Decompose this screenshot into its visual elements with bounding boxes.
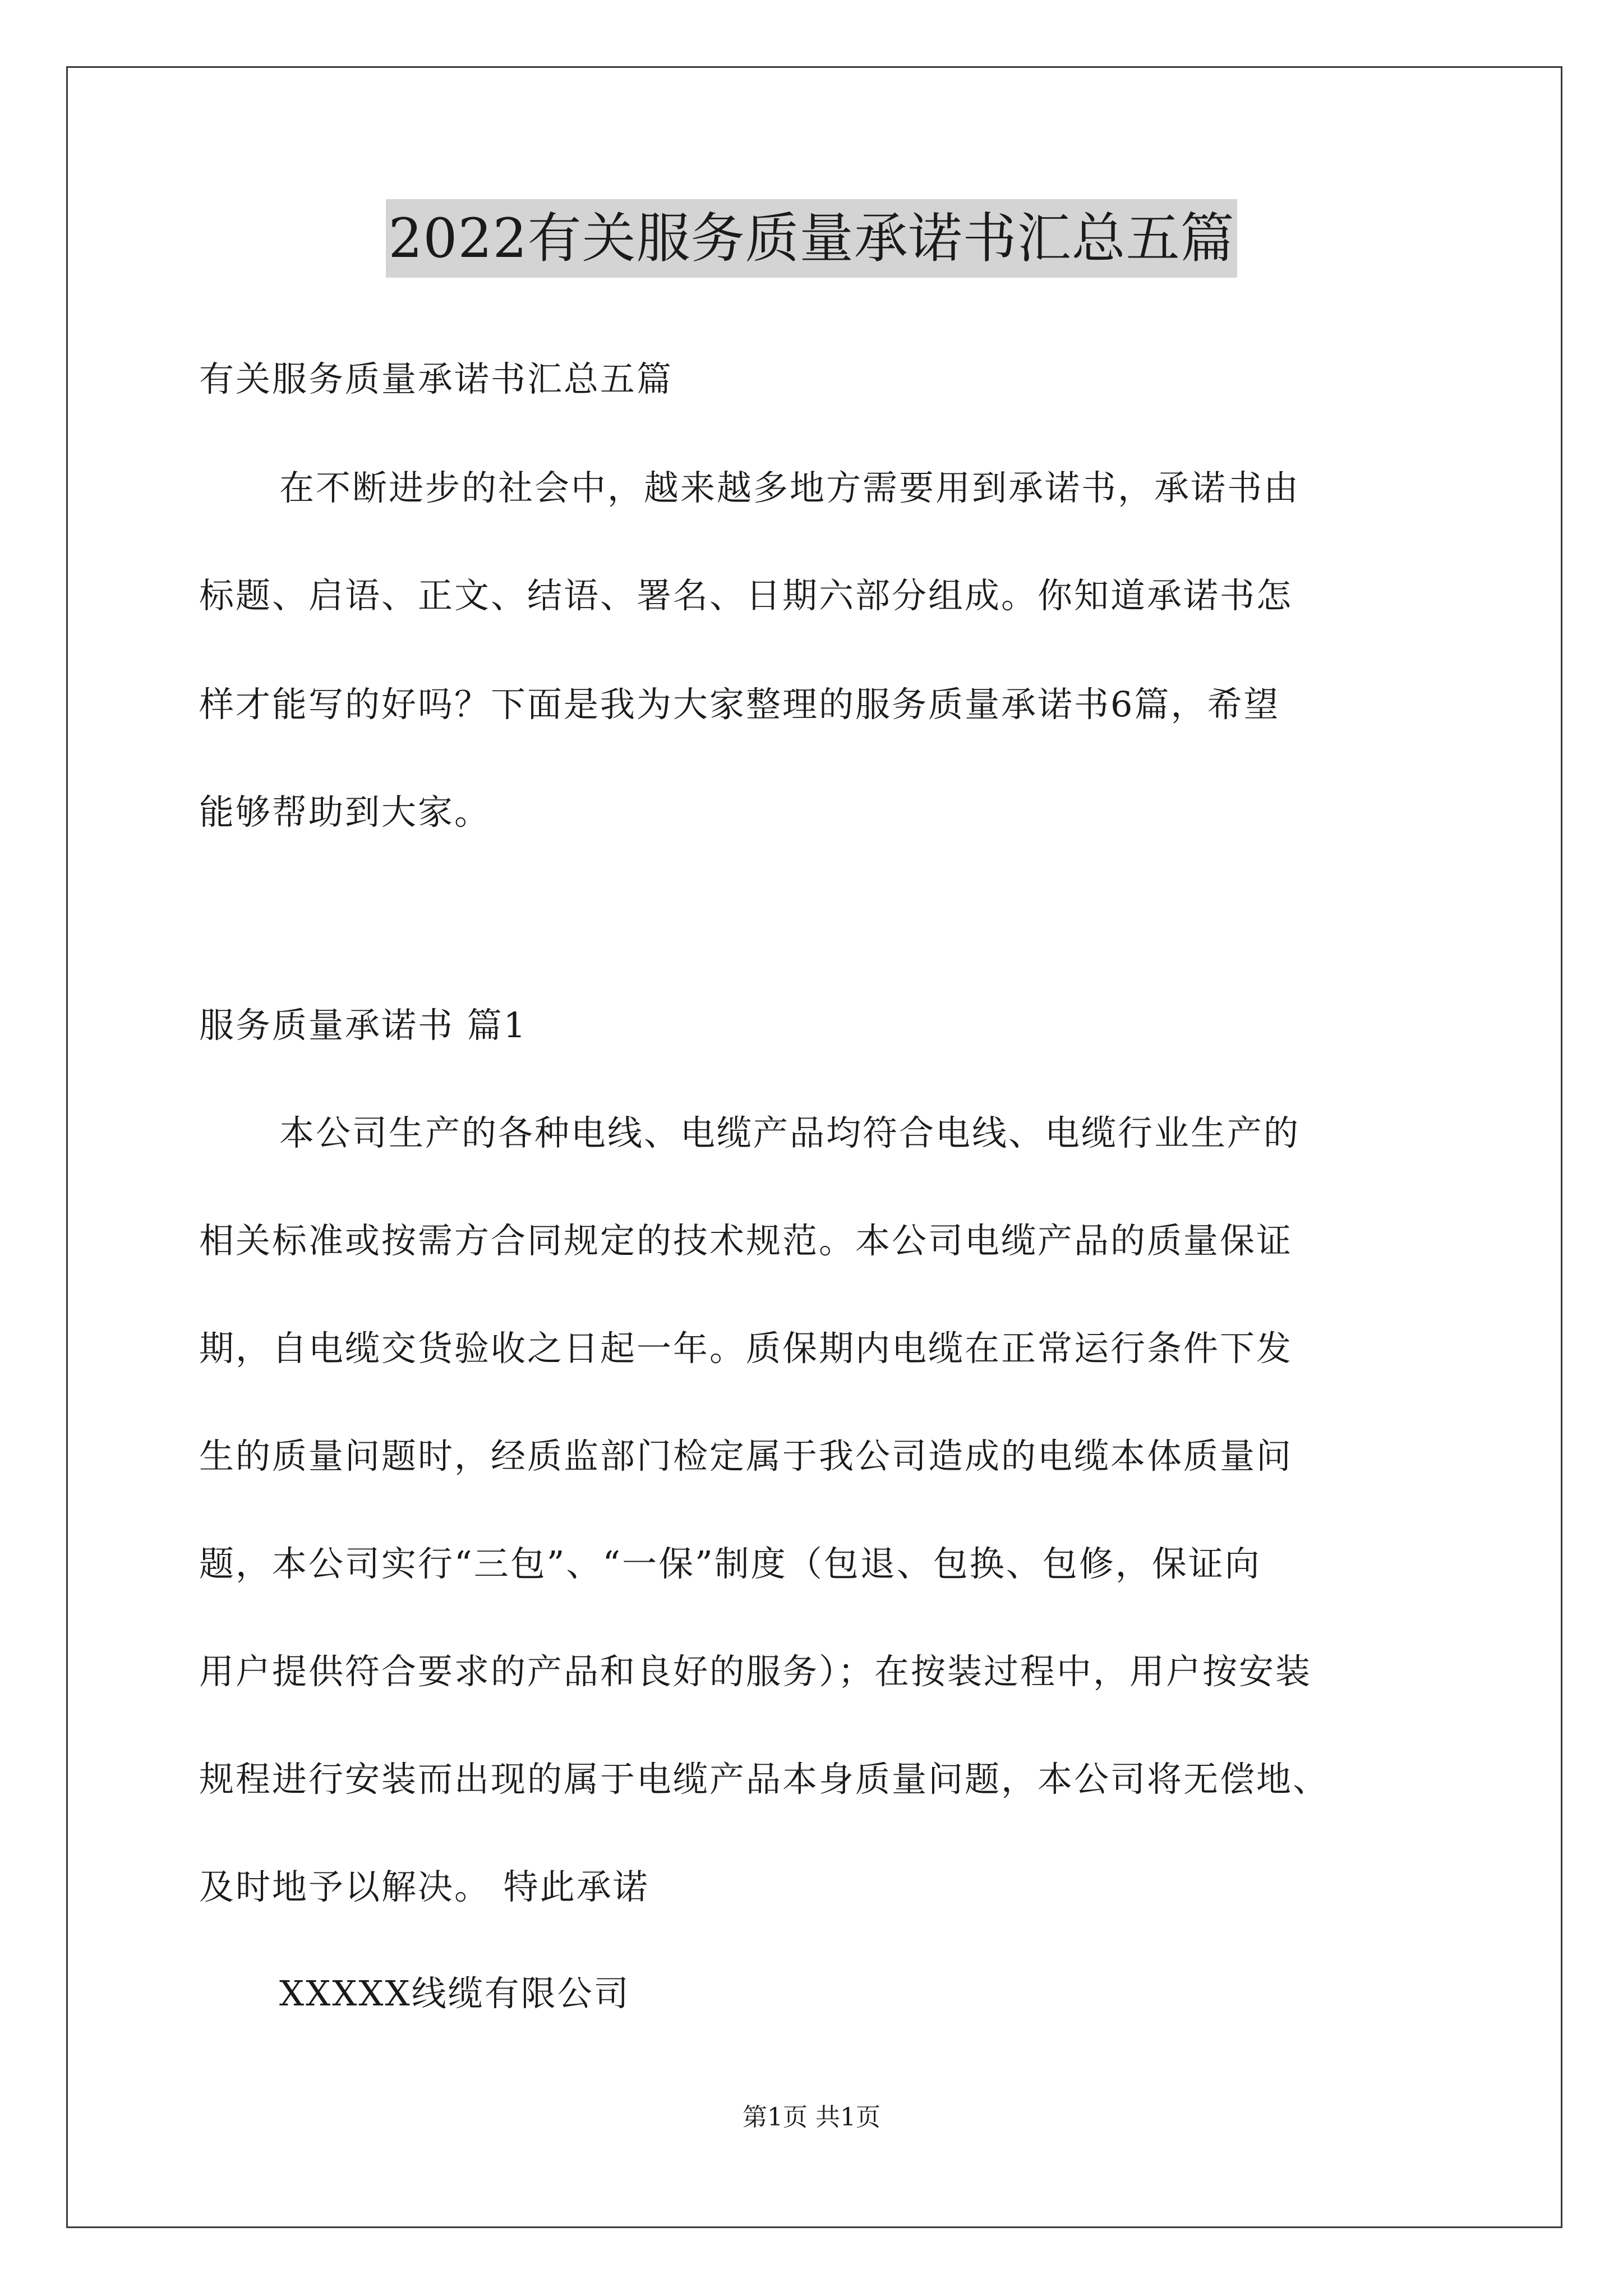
body-line-8: 及时地予以解决。 特此承诺 bbox=[199, 1866, 649, 1907]
body-line-1: 本公司生产的各种电线、电缆产品均符合电线、电缆行业生产的 bbox=[279, 1112, 1301, 1153]
intro-line-4: 能够帮助到大家。 bbox=[199, 792, 491, 832]
body-line-6: 用户提供符合要求的产品和良好的服务）；在按装过程中，用户按安装 bbox=[199, 1651, 1312, 1692]
section-heading: 服务质量承诺书 篇1 bbox=[199, 1005, 528, 1046]
intro-line-1: 在不断进步的社会中，越来越多地方需要用到承诺书，承诺书由 bbox=[279, 467, 1301, 508]
body-line-4: 生的质量问题时，经质监部门检定属于我公司造成的电缆本体质量问 bbox=[199, 1435, 1293, 1476]
body-line-3: 期，自电缆交货验收之日起一年。质保期内电缆在正常运行条件下发 bbox=[199, 1328, 1293, 1369]
title-area bbox=[0, 199, 1623, 278]
document-subtitle: 有关服务质量承诺书汇总五篇 bbox=[199, 358, 674, 399]
body-line-2: 相关标准或按需方合同规定的技术规范。本公司电缆产品的质量保证 bbox=[199, 1220, 1293, 1261]
body-line-5: 题，本公司实行“三包”、“一保”制度（包退、包换、包修，保证向 bbox=[199, 1543, 1261, 1584]
intro-line-2: 标题、启语、正文、结语、署名、日期六部分组成。你知道承诺书怎 bbox=[199, 575, 1293, 616]
document-title: 2022有关服务质量承诺书汇总五篇 bbox=[386, 199, 1237, 278]
body-line-7: 规程进行安装而出现的属于电缆产品本身质量问题，本公司将无偿地、 bbox=[199, 1759, 1330, 1800]
signature: XXXXX线缆有限公司 bbox=[279, 1973, 630, 2014]
intro-line-3: 样才能写的好吗？下面是我为大家整理的服务质量承诺书6篇，希望 bbox=[199, 684, 1280, 725]
page-footer: 第1页 共1页 bbox=[743, 2103, 880, 2132]
